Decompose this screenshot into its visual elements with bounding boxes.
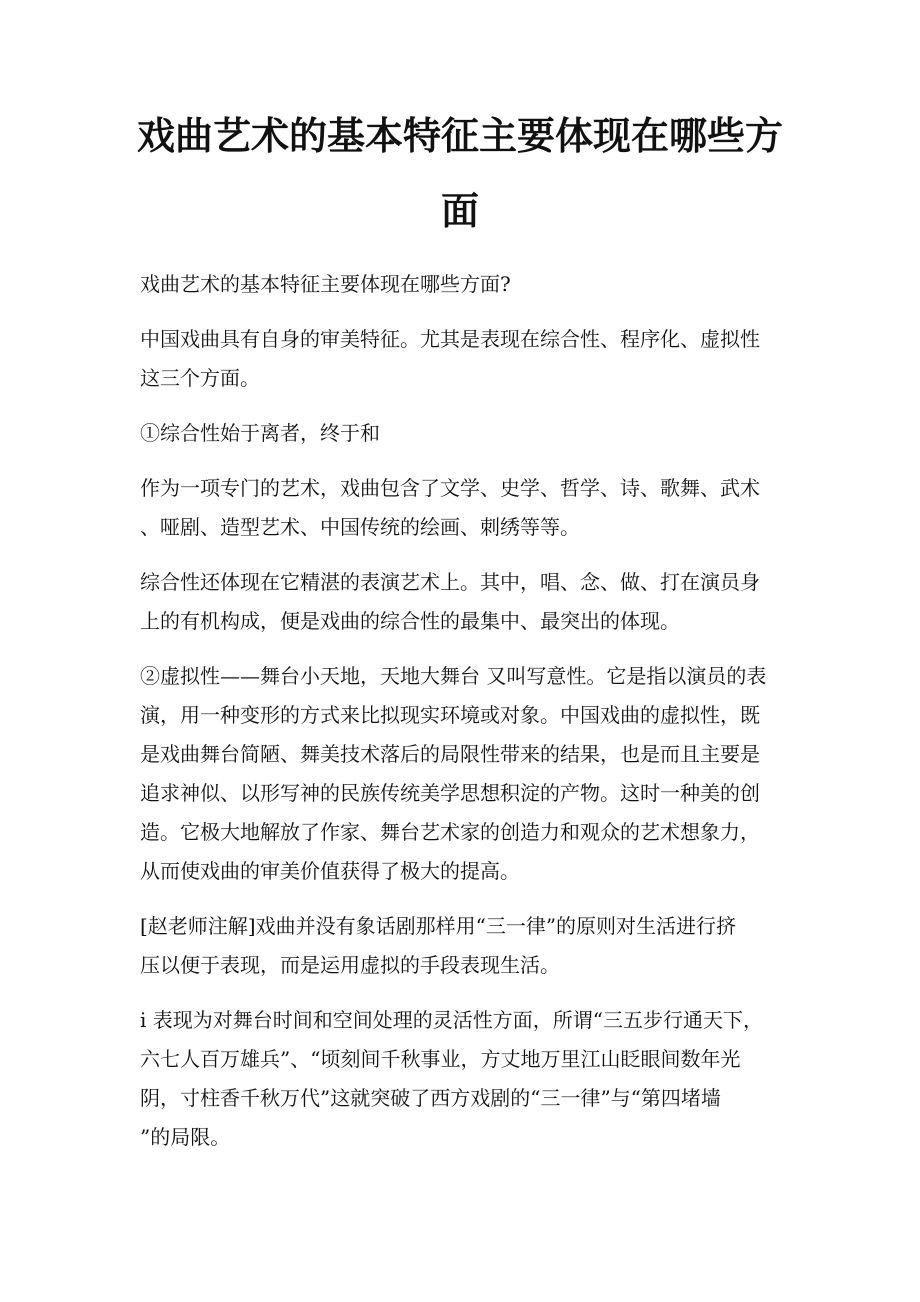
paragraph <box>140 323 800 401</box>
paragraph-line: 追求神似、以形写神的民族传统美学思想积淀的产物。这时一种美的创 <box>140 781 760 805</box>
title-line: 面 <box>440 188 479 233</box>
paragraph-line: ①综合性始于离者，终于和 <box>140 421 380 445</box>
paragraph-line: i 表现为对舞台时间和空间处理的灵活性方面，所谓“三五步行通天下， <box>140 1008 763 1032</box>
paragraph-line: 从而使戏曲的审美价值获得了极大的提高。 <box>140 859 520 883</box>
paragraph-line: 六七人百万雄兵”、“顷刻间千秋事业，方丈地万里江山眨眼间数年光 <box>140 1047 741 1071</box>
paragraph-line: 这三个方面。 <box>140 366 260 390</box>
paragraph <box>140 268 800 307</box>
paragraph-line: 演，用一种变形的方式来比拟现实环境或对象。中国戏曲的虚拟性，既 <box>140 703 760 727</box>
paragraph-line: 作为一项专门的艺术，戏曲包含了文学、史学、哲学、诗、歌舞、武术 <box>140 476 760 500</box>
paragraph-line: [赵老师注解]戏曲并没有象话剧那样用“三一律”的原则对生活进行挤 <box>140 914 737 938</box>
document-title <box>0 98 920 248</box>
paragraph <box>140 417 800 456</box>
paragraph-line: 造。它极大地解放了作家、舞台艺术家的创造力和观众的艺术想象力， <box>140 820 760 844</box>
title-line: 戏曲艺术的基本特征主要体现在哪些方 <box>136 113 783 158</box>
paragraph-line: 中国戏曲具有自身的审美特征。尤其是表现在综合性、程序化、虚拟性 <box>140 327 760 351</box>
paragraph-line: ”的局限。 <box>140 1125 231 1149</box>
document-body <box>140 268 800 1176</box>
paragraph-line: 戏曲艺术的基本特征主要体现在哪些方面? <box>140 272 511 296</box>
paragraph-line: 、哑剧、造型艺术、中国传统的绘画、刺绣等等。 <box>140 515 580 539</box>
paragraph <box>140 566 800 644</box>
paragraph-line: 是戏曲舞台简陋、舞美技术落后的局限性带来的结果，也是而且主要是 <box>140 742 760 766</box>
paragraph <box>140 472 800 550</box>
paragraph <box>140 910 800 988</box>
paragraph-line: ②虚拟性——舞台小天地，天地大舞台 又叫写意性。它是指以演员的表 <box>140 664 767 688</box>
paragraph-line: 上的有机构成，便是戏曲的综合性的最集中、最突出的体现。 <box>140 609 680 633</box>
paragraph <box>140 660 800 894</box>
paragraph-line: 压以便于表现，而是运用虚拟的手段表现生活。 <box>140 953 560 977</box>
paragraph-line: 综合性还体现在它精湛的表演艺术上。其中，唱、念、做、打在演员身 <box>140 570 760 594</box>
paragraph-line: 阴，寸柱香千秋万代”这就突破了西方戏剧的“三一律”与“第四堵墙 <box>140 1086 721 1110</box>
paragraph <box>140 1004 800 1160</box>
